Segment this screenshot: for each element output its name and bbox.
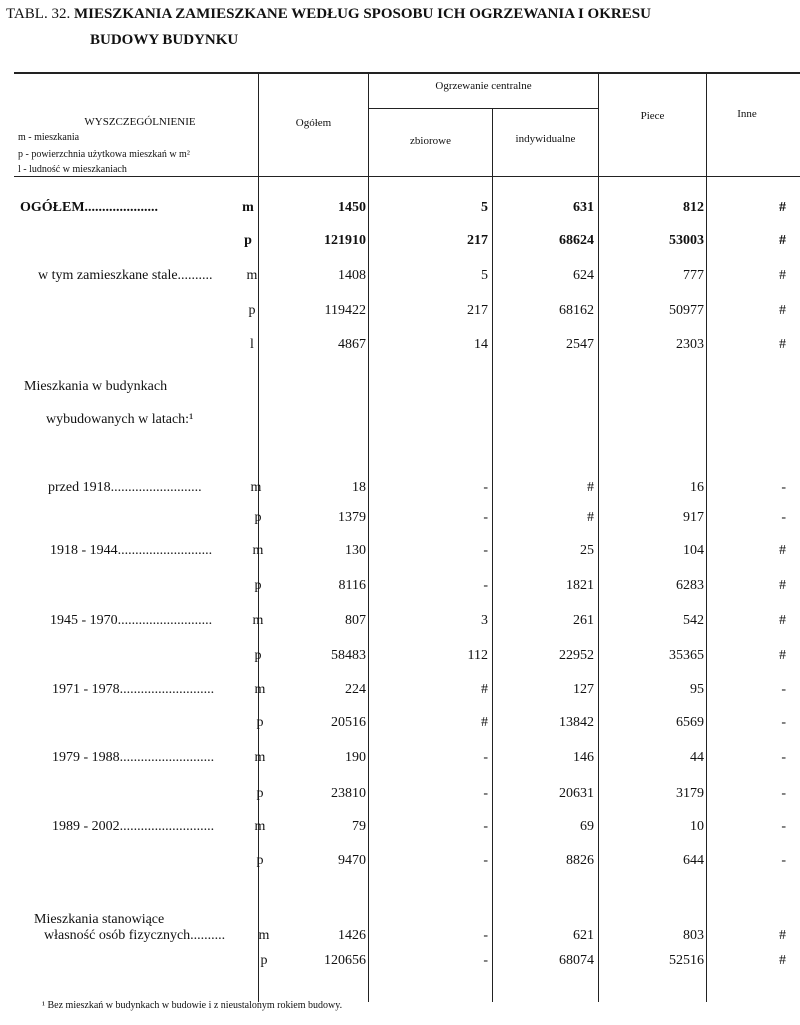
cell-zbiorowe: 112 [467,648,488,663]
header-indywidualne: indywidualne [515,133,576,145]
row-label: przed 1918.......................... [48,480,202,495]
cell-inne: # [779,543,786,558]
cell-inne: # [779,233,786,248]
header-wyszczegolnienie: WYSZCZEGÓLNIENIE [84,116,196,128]
cell-indywidualne: 261 [573,613,594,628]
cell-inne: # [779,200,786,215]
cell-ogolem: 9470 [338,853,366,868]
col-divider-4 [598,72,599,1002]
cell-inne: - [781,510,786,525]
cell-indywidualne: 68624 [559,233,594,248]
cell-ogolem: 224 [345,682,366,697]
cell-zbiorowe: 3 [481,613,488,628]
cell-inne: # [779,953,786,968]
cell-piece: 917 [683,510,704,525]
cell-zbiorowe: # [481,715,488,730]
row-code: m [252,613,264,628]
top-rule [14,72,800,74]
row-code: p [254,648,262,663]
cell-indywidualne: 13842 [559,715,594,730]
section-budynki-line2: wybudowanych w latach:¹ [46,412,194,427]
header-ogolem: Ogółem [295,117,332,129]
cell-piece: 2303 [676,337,704,352]
row-code: p [256,786,264,801]
cell-inne: - [781,715,786,730]
cell-ogolem: 18 [352,480,366,495]
cell-ogolem: 58483 [331,648,366,663]
cell-piece: 16 [690,480,704,495]
row-code: m [254,682,266,697]
cell-piece: 6569 [676,715,704,730]
header-inne: Inne [737,108,757,120]
row-code: p [244,233,252,248]
row-label: 1918 - 1944........................... [50,543,213,558]
row-label: 1989 - 2002........................... [52,819,215,834]
cell-zbiorowe: - [483,819,488,834]
section-stanowiace-line1: Mieszkania stanowiące [34,912,165,927]
row-code: l [250,337,254,352]
cell-piece: 53003 [669,233,704,248]
cell-piece: 777 [683,268,704,283]
col-divider-2 [368,72,369,1002]
cell-zbiorowe: 14 [474,337,488,352]
table-title [6,4,796,48]
cell-indywidualne: 2547 [566,337,594,352]
row-code: m [246,268,258,283]
row-label: OGÓŁEM..................... [20,200,159,215]
cell-zbiorowe: - [483,853,488,868]
row-code: p [260,953,268,968]
row-code: m [254,750,266,765]
cell-inne: - [781,786,786,801]
cell-inne: - [781,853,786,868]
cell-indywidualne: 22952 [559,648,594,663]
cell-piece: 50977 [669,303,704,318]
cell-piece: 803 [683,928,704,943]
row-label: 1971 - 1978........................... [52,682,215,697]
cell-zbiorowe: - [483,928,488,943]
cell-zbiorowe: 217 [467,303,488,318]
cell-indywidualne: # [587,480,594,495]
row-label: 1979 - 1988........................... [52,750,215,765]
section-budynki-line1: Mieszkania w budynkach [24,379,168,394]
cell-zbiorowe: 217 [467,233,488,248]
cell-zbiorowe: - [483,750,488,765]
cell-indywidualne: 1821 [566,578,594,593]
cell-zbiorowe: - [483,786,488,801]
legend-l: l - ludność w mieszkaniach [18,164,127,175]
cell-indywidualne: 631 [573,200,594,215]
cell-ogolem: 20516 [331,715,366,730]
cell-piece: 95 [690,682,704,697]
cell-zbiorowe: - [483,578,488,593]
cell-piece: 10 [690,819,704,834]
cell-ogolem: 79 [352,819,366,834]
header-zbiorowe: zbiorowe [410,135,451,147]
cell-indywidualne: 68074 [559,953,594,968]
cell-inne: # [779,578,786,593]
cell-ogolem: 1426 [338,928,366,943]
cell-piece: 35365 [669,648,704,663]
cell-ogolem: 190 [345,750,366,765]
row-code: p [248,303,256,318]
cell-piece: 3179 [676,786,704,801]
cell-inne: # [779,613,786,628]
legend-m: m - mieszkania [18,132,80,143]
cell-ogolem: 1408 [338,268,366,283]
cell-inne: - [781,819,786,834]
cell-ogolem: 1379 [338,510,366,525]
header-piece: Piece [640,110,665,122]
cell-indywidualne: 20631 [559,786,594,801]
cell-piece: 542 [683,613,704,628]
cell-ogolem: 119422 [324,303,366,318]
cell-ogolem: 807 [345,613,366,628]
cell-indywidualne: 69 [580,819,594,834]
cell-indywidualne: 25 [580,543,594,558]
cell-ogolem: 23810 [331,786,366,801]
cell-piece: 812 [683,200,704,215]
cell-indywidualne: 621 [573,928,594,943]
cell-indywidualne: 68162 [559,303,594,318]
cell-ogolem: 1450 [338,200,366,215]
cell-piece: 52516 [669,953,704,968]
cell-indywidualne: # [587,510,594,525]
legend-p: p - powierzchnia użytkowa mieszkań w m² [18,149,190,160]
header-bottom-rule [14,176,800,177]
cell-zbiorowe: - [483,953,488,968]
cell-inne: # [779,303,786,318]
cell-piece: 104 [683,543,704,558]
cell-inne: # [779,268,786,283]
row-code: m [252,543,264,558]
cell-zbiorowe: - [483,480,488,495]
cell-piece: 6283 [676,578,704,593]
cell-piece: 644 [683,853,704,868]
table-title-main: MIESZKANIA ZAMIESZKANE WEDŁUG SPOSOBU ICH OGRZEWANIA I OKRESU [73,6,651,22]
row-code: p [256,853,264,868]
table-number: TABL. 32. [6,6,71,22]
row-code: m [258,928,270,943]
cell-zbiorowe: - [483,543,488,558]
cell-zbiorowe: 5 [481,200,488,215]
cell-ogolem: 8116 [338,578,366,593]
cell-inne: - [781,750,786,765]
table-title-line2: BUDOWY BUDYNKU [90,32,239,48]
cell-indywidualne: 8826 [566,853,594,868]
row-code: m [254,819,266,834]
row-code: m [250,480,262,495]
cell-ogolem: 121910 [324,233,366,248]
row-code: p [254,510,262,525]
cell-inne: - [781,480,786,495]
cell-zbiorowe: # [481,682,488,697]
header-ogrzewanie: Ogrzewanie centralne [435,80,532,92]
cell-indywidualne: 146 [573,750,594,765]
cell-ogolem: 120656 [324,953,366,968]
row-label: w tym zamieszkane stale.......... [38,268,213,283]
footnote: ¹ Bez mieszkań w budynkach w budowie i z nieustalonym rokiem budowy. [42,1000,343,1011]
cell-ogolem: 4867 [338,337,366,352]
row-label: 1945 - 1970........................... [50,613,213,628]
cell-ogolem: 130 [345,543,366,558]
cell-indywidualne: 624 [573,268,594,283]
row-code: p [256,715,264,730]
row-label: własność osób fizycznych.......... [44,928,226,943]
cell-inne: - [781,682,786,697]
cell-inne: # [779,337,786,352]
cell-piece: 44 [690,750,704,765]
cell-zbiorowe: 5 [481,268,488,283]
row-code: m [242,200,254,215]
cell-zbiorowe: - [483,510,488,525]
cell-inne: # [779,648,786,663]
row-code: p [254,578,262,593]
cell-indywidualne: 127 [573,682,594,697]
ogrzewanie-sub-rule [368,108,598,109]
cell-inne: # [779,928,786,943]
col-divider-3 [492,108,493,1002]
